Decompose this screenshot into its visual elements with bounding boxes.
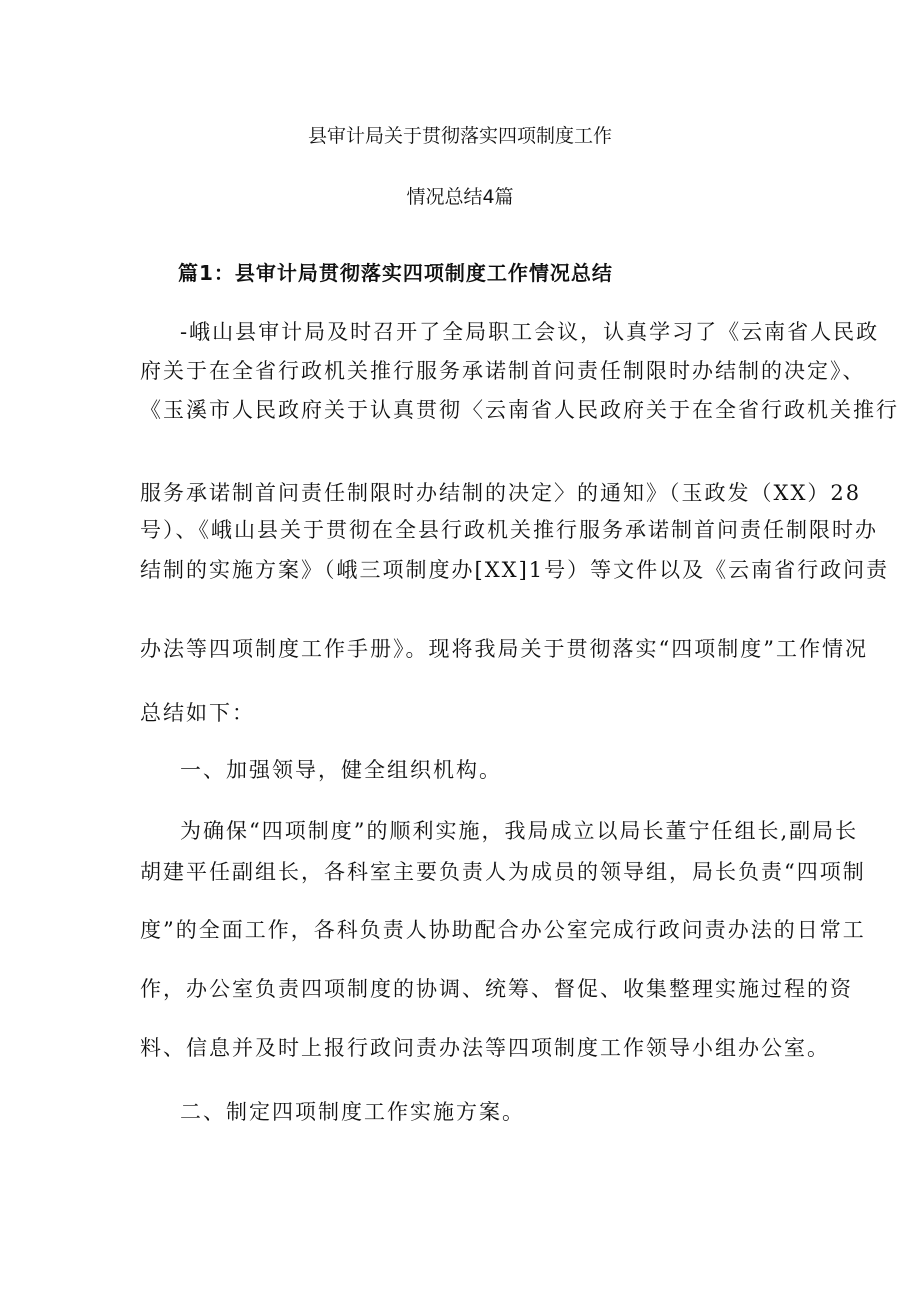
paragraph-2-line: 胡建平任副组长，各科室主要负责人为成员的领导组，局长负责“四项制 bbox=[140, 860, 866, 884]
paragraph-1-line: 办法等四项制度工作手册》。现将我局关于贯彻落实“四项制度”工作情况 bbox=[140, 637, 868, 661]
paragraph-1-line: 服务承诺制首问责任制限时办结制的决定〉的通知》（玉政发（XX）28 bbox=[140, 481, 862, 505]
paragraph-1-line: 府关于在全省行政机关推行服务承诺制首问责任制限时办结制的决定》、 bbox=[140, 359, 866, 383]
paragraph-2-line: 为确保“四项制度”的顺利实施，我局成立以局长董宁任组长,副局长 bbox=[180, 819, 859, 843]
heading-2: 二、制定四项制度工作实施方案。 bbox=[180, 1100, 525, 1124]
paragraph-1-line: 结制的实施方案》（峨三项制度办[XX]1号）等文件以及《云南省行政问责 bbox=[140, 558, 890, 582]
paragraph-2-line: 度”的全面工作，各科负责人协助配合办公室完成行政问责办法的日常工 bbox=[140, 918, 866, 942]
heading-1: 一、加强领导，健全组织机构。 bbox=[180, 758, 502, 782]
paragraph-1-line: -峨山县审计局及时召开了全局职工会议，认真学习了《云南省人民政 bbox=[180, 320, 880, 344]
paragraph-1-line: 总结如下： bbox=[140, 701, 255, 725]
document-title-line-2: 情况总结4篇 bbox=[406, 186, 514, 208]
paragraph-2-line: 料、信息并及时上报行政问责办法等四项制度工作领导小组办公室。 bbox=[140, 1036, 830, 1060]
paragraph-1-line: 号）、《峨山县关于贯彻在全县行政机关推行服务承诺制首问责任制限时办 bbox=[140, 518, 878, 542]
paragraph-2-line: 作，办公室负责四项制度的协调、统筹、督促、收集整理实施过程的资 bbox=[140, 977, 853, 1001]
paragraph-1-line: 《玉溪市人民政府关于认真贯彻〈云南省人民政府关于在全省行政机关推行 bbox=[140, 398, 899, 422]
section-heading: 篇1：县审计局贯彻落实四项制度工作情况总结 bbox=[178, 261, 613, 285]
document-title-line-1: 县审计局关于贯彻落实四项制度工作 bbox=[307, 125, 612, 147]
